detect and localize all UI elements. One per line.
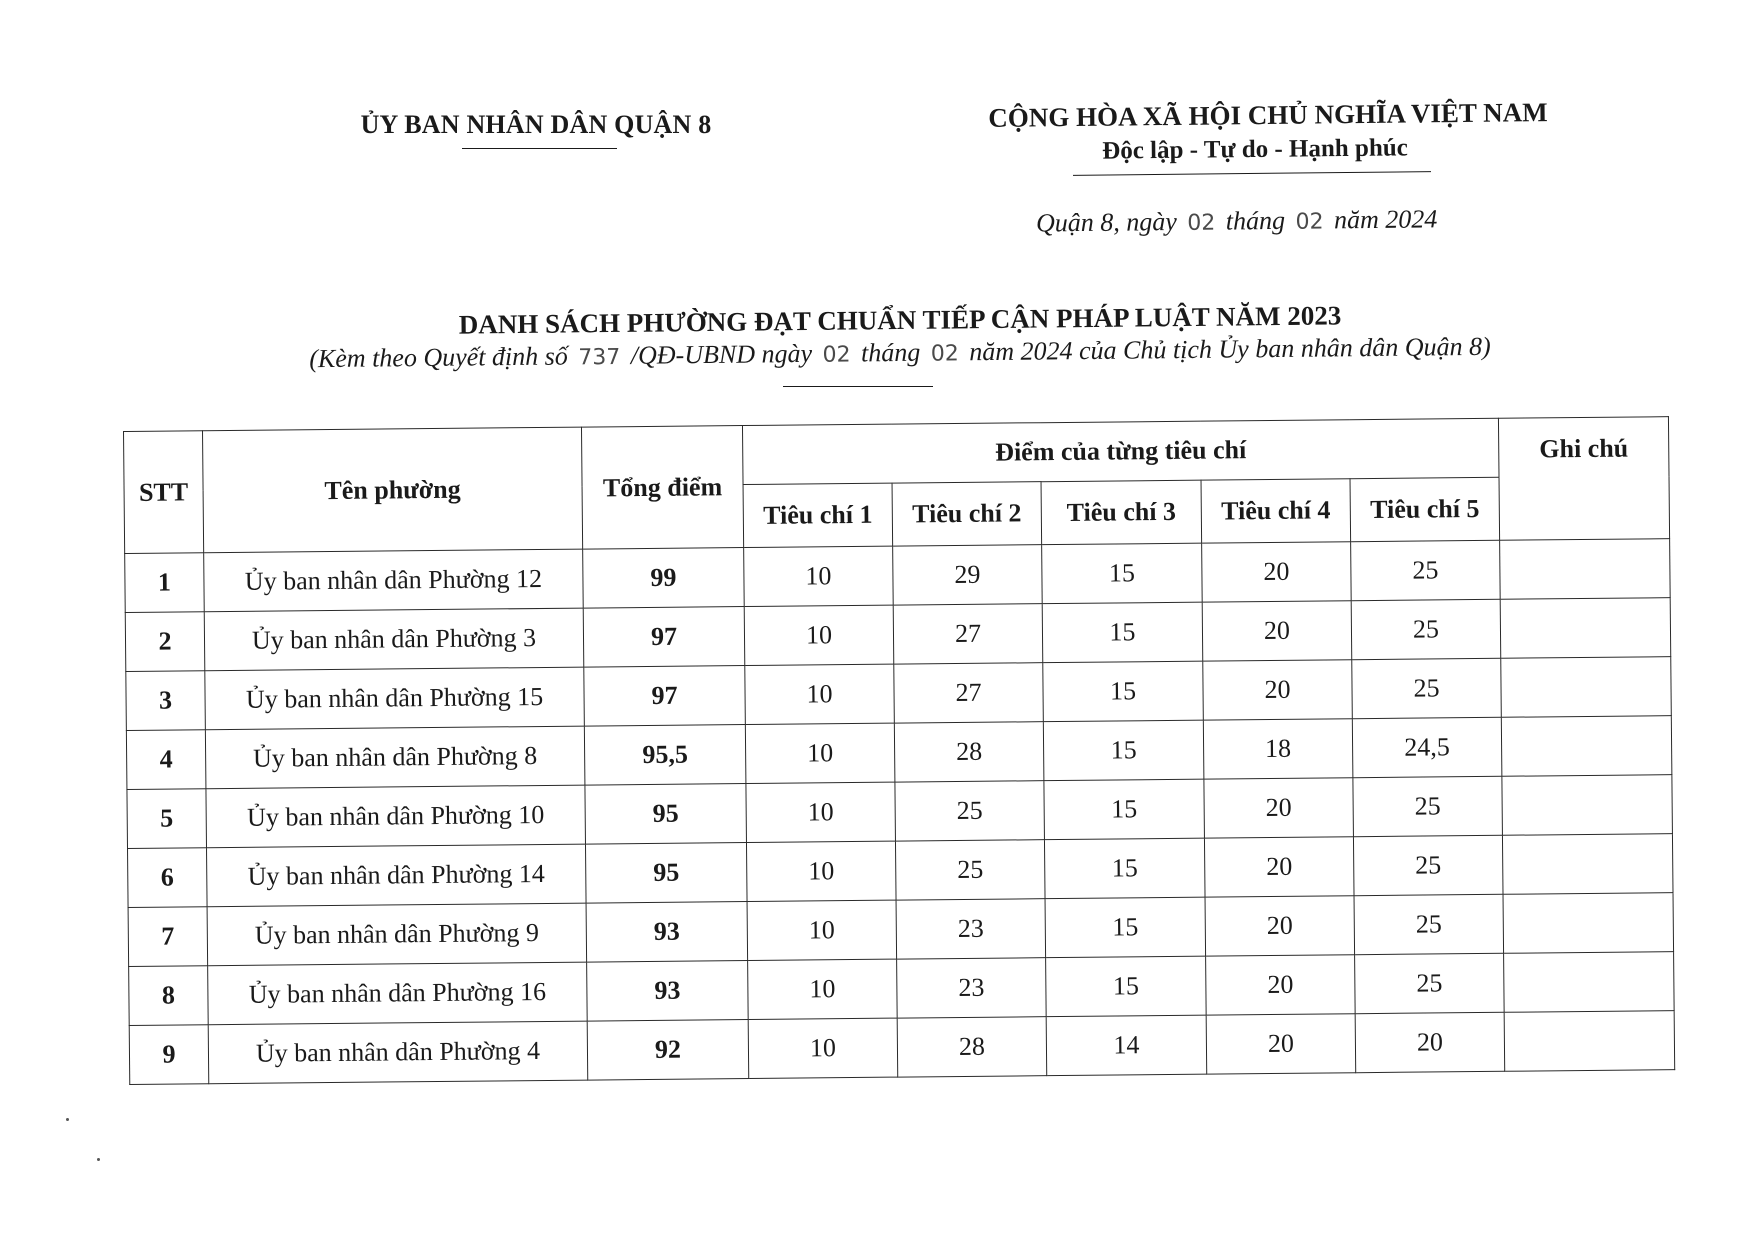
cell-total: 95 [585, 843, 747, 904]
header-criterion-3: Tiêu chí 3 [1041, 480, 1202, 545]
header-total-score: Tổng điểm [581, 426, 743, 550]
cell-note [1500, 539, 1671, 600]
cell-criterion-1: 10 [745, 723, 895, 783]
cell-stt: 4 [126, 730, 206, 790]
cell-note [1503, 893, 1674, 954]
ranking-table [123, 416, 1675, 1085]
table-body [125, 539, 1675, 1085]
cell-criterion-1: 10 [748, 1018, 898, 1078]
date-line [1036, 203, 1516, 238]
cell-total: 93 [586, 902, 748, 963]
cell-criterion-4: 20 [1203, 660, 1353, 720]
date-prefix: Quận 8, ngày [1035, 207, 1177, 238]
cell-criterion-1: 10 [745, 664, 895, 724]
cell-ward-name: Ủy ban nhân dân Phường 15 [205, 667, 585, 730]
cell-stt: 9 [129, 1025, 209, 1085]
cell-criterion-2: 28 [897, 1017, 1047, 1077]
subtitle-month-handwritten: 02 [930, 341, 959, 367]
cell-ward-name: Ủy ban nhân dân Phường 12 [204, 549, 584, 612]
subtitle-prefix: (Kèm theo Quyết định số [309, 341, 568, 374]
cell-note [1504, 1011, 1675, 1072]
cell-total: 95 [585, 784, 747, 845]
cell-criterion-5: 25 [1355, 953, 1505, 1013]
cell-criterion-2: 23 [897, 958, 1047, 1018]
cell-note [1501, 657, 1672, 718]
header-stt: STT [124, 431, 204, 554]
cell-criterion-4: 20 [1205, 896, 1355, 956]
cell-note [1504, 952, 1675, 1013]
header-note: Ghi chú [1498, 417, 1669, 541]
cell-note [1500, 598, 1671, 659]
cell-criterion-4: 20 [1204, 837, 1354, 897]
cell-ward-name: Ủy ban nhân dân Phường 14 [207, 844, 587, 907]
cell-note [1501, 716, 1672, 777]
cell-criterion-1: 10 [744, 605, 894, 665]
scan-speck [66, 1118, 69, 1121]
cell-criterion-3: 15 [1043, 661, 1204, 722]
subtitle-mid1: /QĐ-UBND ngày [630, 338, 813, 370]
cell-ward-name: Ủy ban nhân dân Phường 8 [205, 726, 585, 789]
cell-criterion-4: 20 [1206, 955, 1356, 1015]
cell-ward-name: Ủy ban nhân dân Phường 4 [208, 1021, 588, 1084]
cell-ward-name: Ủy ban nhân dân Phường 3 [204, 608, 584, 671]
header-criterion-2: Tiêu chí 2 [892, 482, 1042, 546]
date-month-word: tháng [1225, 205, 1286, 236]
cell-ward-name: Ủy ban nhân dân Phường 16 [208, 962, 588, 1025]
header-criteria-group: Điểm của từng tiêu chí [742, 418, 1499, 484]
cell-total: 93 [587, 961, 749, 1022]
cell-stt: 3 [126, 671, 206, 731]
cell-criterion-5: 24,5 [1352, 717, 1502, 777]
subtitle-day-handwritten: 02 [822, 342, 851, 368]
cell-criterion-5: 25 [1351, 599, 1501, 659]
cell-criterion-5: 25 [1352, 658, 1502, 718]
national-motto: Độc lập - Tự do - Hạnh phúc [1102, 134, 1408, 165]
cell-criterion-3: 15 [1042, 602, 1203, 663]
cell-total: 95,5 [584, 725, 746, 786]
header-ward-name: Tên phường [203, 427, 583, 553]
cell-total: 99 [583, 548, 745, 609]
motto-underline [1073, 171, 1431, 176]
cell-criterion-1: 10 [748, 959, 898, 1019]
cell-total: 97 [584, 666, 746, 727]
cell-criterion-4: 20 [1202, 601, 1352, 661]
cell-stt: 2 [125, 612, 205, 672]
cell-criterion-4: 18 [1203, 719, 1353, 779]
cell-criterion-1: 10 [744, 546, 894, 606]
subtitle-mid2: tháng [860, 337, 921, 368]
header-criterion-5: Tiêu chí 5 [1350, 477, 1500, 541]
cell-criterion-5: 25 [1351, 540, 1501, 600]
cell-ward-name: Ủy ban nhân dân Phường 10 [206, 785, 586, 848]
cell-criterion-2: 25 [895, 840, 1045, 900]
national-title: CỘNG HÒA XÃ HỘI CHỦ NGHĨA VIỆT NAM [988, 97, 1548, 133]
cell-criterion-4: 20 [1206, 1014, 1356, 1074]
cell-criterion-4: 20 [1204, 778, 1354, 838]
date-suffix: năm 2024 [1333, 204, 1438, 235]
cell-criterion-4: 20 [1202, 542, 1352, 602]
cell-criterion-5: 25 [1353, 835, 1503, 895]
cell-stt: 7 [128, 907, 208, 967]
decision-number-handwritten: 737 [578, 344, 621, 371]
cell-criterion-3: 14 [1046, 1015, 1207, 1076]
cell-criterion-5: 20 [1355, 1012, 1505, 1072]
cell-criterion-3: 15 [1046, 956, 1207, 1017]
date-day-handwritten: 02 [1187, 210, 1216, 236]
cell-criterion-3: 15 [1044, 838, 1205, 899]
cell-stt: 8 [129, 966, 209, 1026]
cell-criterion-3: 15 [1043, 720, 1204, 781]
ranking-table-container [123, 416, 1675, 1085]
cell-criterion-2: 29 [893, 545, 1043, 605]
subtitle-suffix: năm 2024 của Chủ tịch Ủy ban nhân dân Quận 8) [969, 331, 1491, 367]
cell-criterion-1: 10 [747, 900, 897, 960]
cell-criterion-1: 10 [746, 782, 896, 842]
scan-speck [97, 1158, 100, 1161]
document-title: DANH SÁCH PHƯỜNG ĐẠT CHUẨN TIẾP CẬN PHÁP LUẬT NĂM 2023 [458, 300, 1342, 340]
cell-criterion-5: 25 [1353, 776, 1503, 836]
cell-criterion-3: 15 [1044, 779, 1205, 840]
cell-criterion-1: 10 [746, 841, 896, 901]
cell-criterion-3: 15 [1045, 897, 1206, 958]
cell-criterion-5: 25 [1354, 894, 1504, 954]
cell-criterion-3: 15 [1042, 543, 1203, 604]
cell-criterion-2: 23 [896, 899, 1046, 959]
cell-stt: 5 [127, 789, 207, 849]
cell-ward-name: Ủy ban nhân dân Phường 9 [207, 903, 587, 966]
cell-stt: 6 [128, 848, 208, 908]
header-criterion-1: Tiêu chí 1 [743, 483, 893, 547]
cell-note [1502, 775, 1673, 836]
cell-criterion-2: 27 [894, 663, 1044, 723]
issuing-agency: ỦY BAN NHÂN DÂN QUẬN 8 [360, 110, 712, 139]
subtitle-underline [783, 386, 933, 387]
cell-note [1502, 834, 1673, 895]
cell-total: 92 [587, 1020, 749, 1081]
header-criterion-4: Tiêu chí 4 [1201, 479, 1351, 543]
cell-stt: 1 [125, 553, 205, 613]
cell-criterion-2: 28 [894, 722, 1044, 782]
date-month-handwritten: 02 [1295, 209, 1324, 235]
cell-criterion-2: 27 [893, 604, 1043, 664]
agency-underline [462, 148, 617, 149]
cell-total: 97 [583, 607, 745, 668]
cell-criterion-2: 25 [895, 781, 1045, 841]
